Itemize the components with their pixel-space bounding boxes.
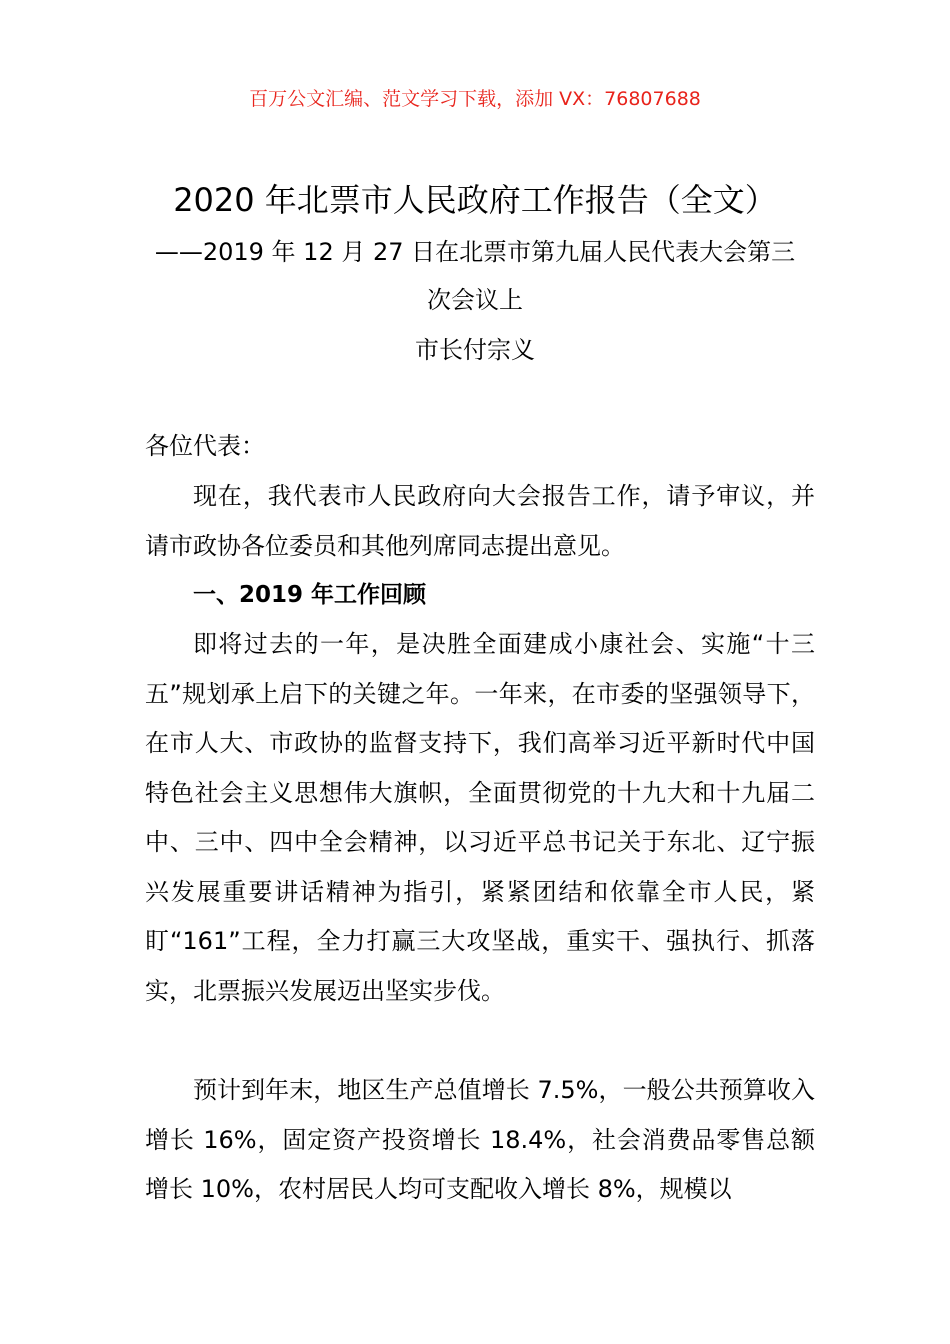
section-heading: 一、2019 年工作回顾 — [193, 582, 427, 608]
document-title: 2020 年北票市人民政府工作报告（全文） — [173, 181, 777, 219]
subtitle-line-2: 次会议上 — [427, 286, 523, 314]
intro-text: 现在，我代表市人民政府向大会报告工作，请予审议，并请市政协各位委员和其他列席同志提出意见。 — [145, 482, 815, 560]
indicators-text: 预计到年末，地区生产总值增长 7.5%，一般公共预算收入增长 16%，固定资产投资增长 18.4%，社会消费品零售总额增长 10%，农村居民人均可支配收入增长 8%，规模以 — [145, 1076, 815, 1203]
review-paragraph — [145, 620, 815, 1016]
watermark-note: 百万公文汇编、范文学习下载，添加 VX：76807688 — [249, 88, 701, 110]
intro-paragraph — [145, 472, 815, 571]
indicators-paragraph — [145, 1066, 815, 1215]
salutation: 各位代表： — [145, 432, 265, 460]
review-text: 即将过去的一年，是决胜全面建成小康社会、实施“十三五”规划承上启下的关键之年。一年来，在市委的坚强领导下，在市人大、市政协的监督支持下，我们高举习近平新时代中国特色社会主义思想伟大旗帜，全面贯彻党的十九大和十九届二中、三中、四中全会精神，以习近平总书记关于东北、辽宁振兴发展重要讲话精神为指引，紧紧团结和依靠全市人民，紧盯“161”工程，全力打赢三大攻坚战，重实干、强执行、抓落实，北票振兴发展迈出坚实步伐。 — [145, 630, 815, 1005]
speaker-line: 市长付宗义 — [415, 336, 535, 364]
subtitle-line-1: ——2019 年 12 月 27 日在北票市第九届人民代表大会第三 — [154, 238, 796, 266]
